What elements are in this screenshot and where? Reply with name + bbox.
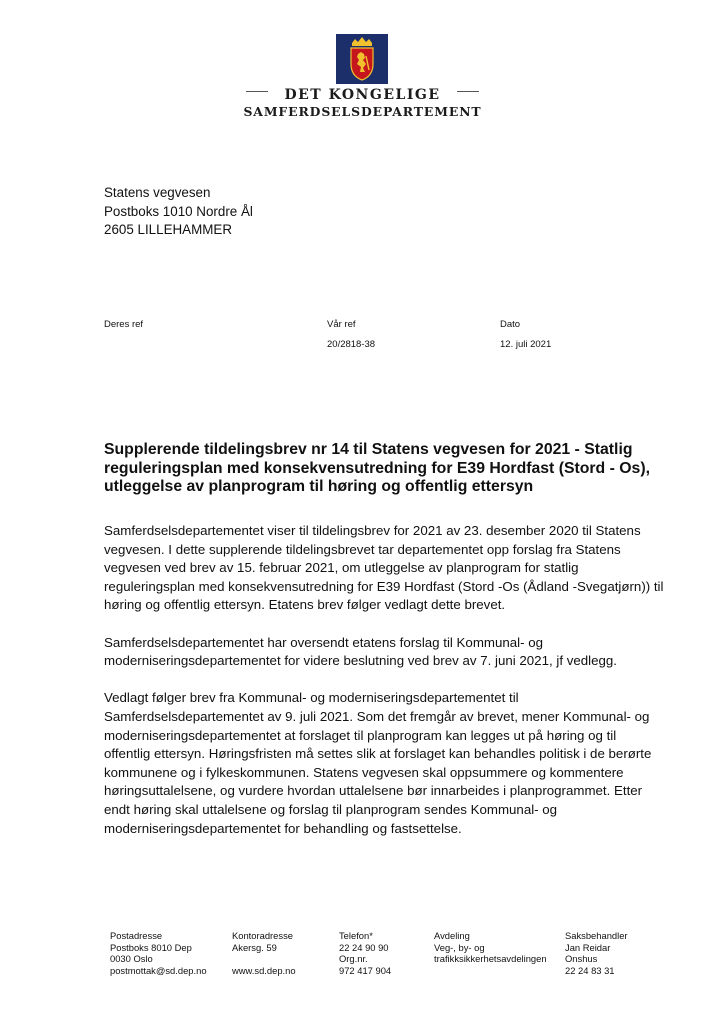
footer-phone-number: 22 24 90 90: [339, 941, 389, 953]
body-paragraph: Vedlagt følger brev fra Kommunal- og moderniseringsdepartementet til Samferdselsdepartementet av 9. juli 2021. Som det fremgår av brevet, mener Kommunal- og moderniseringsdepartementet at forslaget til planprogram kan legges ut på høring og til offentlig ettersyn. Høringsfristen må settes slik at forslaget kan behandles politisk i de berørte kommunene og i fylkeskommunen. Statens vegvesen skal oppsummere og kommentere høringsuttalelsene, og vurdere hvordan uttalelsene bør innarbeides i planprogrammet. Etter endt høring skal uttalelsene og forslag til planprogram sendes Kommunal- og moderniseringsdepartementet for behandling og fastsettelse.: [104, 690, 652, 836]
footer-orgnr-label: Org.nr.: [339, 953, 368, 964]
footer-department-line1: Veg-, by- og: [434, 941, 485, 953]
body-paragraph: Samferdselsdepartementet viser til tildelingsbrev for 2021 av 23. desember 2020 til Statens vegvesen. I dette supplerende tildelingsbrevet tar departementet opp forslag fra Statens vegvesen ved brev av 15. februar 2021, om utleggelse av planprogram for statlig reguleringsplan med konsekvensutredning for E39 Hordfast (Stord -Os (Ådland -Svegatjørn)) til høring og offentlig ettersyn. Etatens brev følger vedlagt dette brevet.: [104, 523, 664, 613]
recipient-street: Postboks 1010 Nordre Ål: [104, 203, 253, 219]
footer-office-address: [232, 930, 296, 976]
footer-case-officer: [565, 930, 628, 976]
your-reference: [104, 318, 143, 332]
footer-phone-label: Telefon*: [339, 930, 373, 941]
footer-website: www.sd.dep.no: [232, 964, 296, 976]
footer-department-line2: trafikksikkerhetsavdelingen: [434, 953, 547, 964]
footer-orgnr-value: 972 417 904: [339, 964, 392, 976]
footer-office-label: Kontoradresse: [232, 930, 293, 941]
footer-office-street: Akersg. 59: [232, 941, 277, 953]
our-ref-label: Vår ref: [327, 319, 356, 330]
letter-subject: Supplerende tildelingsbrev nr 14 til Statens vegvesen for 2021 - Statlig reguleringsplan med konsekvensutredning for E39 Hordfast (Stord - Os), utleggelse av planprogram til høring og offentlig ettersyn: [104, 441, 650, 495]
footer-postal-label: Postadresse: [110, 930, 163, 941]
footer-phone: [339, 930, 391, 976]
footer-officer-phone: 22 24 83 31: [565, 964, 615, 976]
footer-department-label: Avdeling: [434, 930, 470, 941]
footer-postal-address: [110, 930, 207, 976]
ministry-name-line1: DET KONGELIGE: [284, 87, 441, 103]
recipient-city: 2605 LILLEHAMMER: [104, 222, 233, 237]
body-paragraph: Samferdselsdepartementet har oversendt etatens forslag til Kommunal- og moderniseringsdepartementet for videre beslutning ved brev av 7. juni 2021, jf vedlegg.: [104, 634, 617, 669]
footer-officer-last-name: Onshus: [565, 953, 598, 964]
letterhead: [240, 32, 485, 122]
letter-body: [104, 522, 664, 857]
footer-postal-city: 0030 Oslo: [110, 953, 153, 964]
letter-date: [500, 318, 551, 352]
recipient-name: Statens vegvesen: [104, 185, 211, 200]
date-value: 12. juli 2021: [500, 339, 552, 350]
ministry-name-line2: SAMFERDSELSDEPARTEMENT: [243, 104, 482, 119]
footer-department: [434, 930, 547, 965]
your-ref-label: Deres ref: [104, 319, 144, 330]
royal-coat-of-arms-icon: [336, 34, 388, 84]
our-reference: [327, 318, 375, 352]
footer-officer-label: Saksbehandler: [565, 930, 628, 941]
footer-postal-box: Postboks 8010 Dep: [110, 941, 192, 953]
our-ref-value: 20/2818-38: [327, 339, 376, 350]
date-label: Dato: [500, 319, 521, 330]
recipient-address: [104, 184, 253, 240]
footer-officer-first-name: Jan Reidar: [565, 941, 611, 953]
footer-email: postmottak@sd.dep.no: [110, 964, 207, 976]
